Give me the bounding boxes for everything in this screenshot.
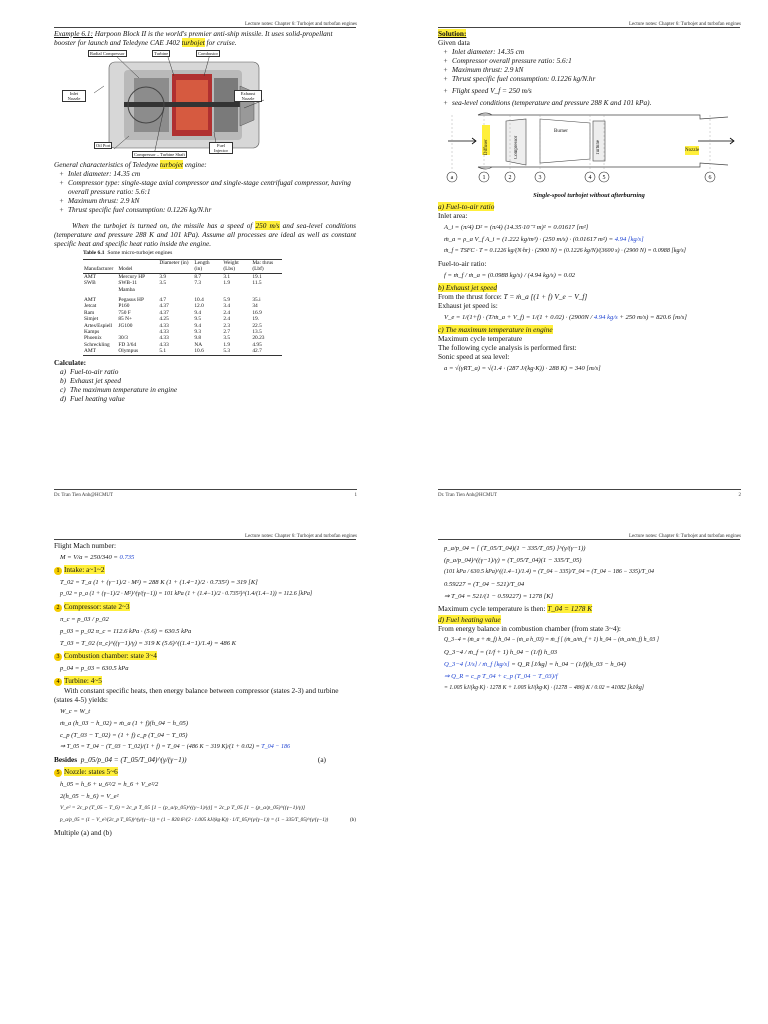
page-3-body: [54, 539, 356, 837]
eq-qr-value: = 1.005 kJ/(kg·K) · 1278 K + 1.005 kJ/(kg·K) · (1278 − 486) K / 0.02 = 41082 [kJ/kg]: [444, 685, 644, 691]
station-6: 6: [708, 175, 712, 181]
section-combustion: 3 Combustion chamber: state 3~4: [54, 651, 356, 661]
table-row: SWB SWB-11 Mamba 3.5 7.3 1.9 11.5: [84, 280, 262, 293]
label-diffuser: Diffuser: [482, 125, 490, 155]
table-row: Artes/Espiell JG100 4.33 9.4 2.3 22.5: [84, 322, 262, 329]
label-turbine: Turbine: [596, 139, 601, 155]
eq-exhaust-velocity: V_e = 1/(1+f) · (T/ṁ_a + V_f) = 1/(1 + 0.02) · (2900N / 4.94 kg/s + 250 m/s) = 820.6 [m/s]: [444, 314, 687, 321]
eq-t04-result: ⇒ T_04 = 521/(1 − 0.59227) = 1278 [K]: [444, 593, 554, 600]
eq-2h: 2(h_05 − h_6) = V_e²: [60, 793, 119, 800]
section-turbine: 4 Turbine: 4~5: [54, 676, 356, 686]
page-3: [0, 512, 384, 1024]
list-item: b) Exhaust jet speed: [60, 375, 122, 385]
eq-h05: h_05 = h_6 + u_6²/2 = h_6 + V_e²/2: [60, 781, 159, 788]
eq-pressure-substitution: (101 kPa / 630.5 kPa)^((1.4−1)/1.4) = (T_04 − 335)/T_04 = (T_04 − 186 − 335)/T_04: [444, 569, 654, 575]
col-diameter: Diameter (in): [159, 260, 189, 266]
label-inlet-nozzle: Inlet Nozzle: [62, 90, 86, 102]
list-item: + Thrust specific fuel consumption: 0.1226 kg/N.hr: [68, 205, 356, 214]
eq-mach: M = V/a = 250/340 = 0.735: [60, 554, 135, 561]
eq-t03: T_03 = T_02 (π_c)^((γ−1)/γ) = 319 K (5.6)^((1.4−1)/1.4) = 486 K: [60, 640, 237, 647]
col-model: Model: [118, 266, 133, 273]
eq-sonic-speed: a = √(γRT_a) = √(1.4 · (287 J/(kg·K)) · 288 K) = 340 [m/s]: [444, 365, 601, 372]
bottom-cut-text: Multiple (a) and (b): [54, 828, 112, 837]
page-number: 1: [354, 493, 357, 498]
eq-pressure-ratio: π_c = p_03 / p_02: [60, 616, 109, 623]
eq-p04: p_04 = p_03 = 630.5 kPa: [60, 665, 129, 672]
page-header: Lecture notes: Chapter 6: Turbojet and turbofan engines: [244, 22, 357, 27]
section-nozzle: 5 Nozzle: states 5~6: [54, 767, 356, 777]
eq-cp-balance: c_p (T_03 − T_02) = (1 + f) c_p (T_04 − T_05): [60, 732, 188, 739]
part-d-heading: d) Fuel heating value: [438, 615, 501, 624]
mach-label: Flight Mach number:: [54, 541, 117, 550]
label-radial-compressor: Radial Compressor: [90, 51, 125, 56]
label-exhaust-nozzle: Exhaust Nozzle: [234, 90, 262, 102]
list-item: + Flight speed V_f = 250 m/s: [452, 86, 740, 95]
max-temp-value: T_04 = 1278 K: [547, 604, 593, 613]
station-a: a: [450, 175, 454, 181]
label-shaft: Compressor – Turbine Shaft: [134, 152, 185, 157]
station-1: 1: [482, 175, 486, 181]
page-header: Lecture notes: Chapter 6: Turbojet and turbofan engines: [628, 22, 741, 27]
page-header: Lecture notes: Chapter 6: Turbojet and turbofan engines: [244, 534, 357, 539]
section-compressor: 2 Compressor: state 2~3: [54, 602, 356, 612]
eq-work-balance: W_c = W_t: [60, 708, 91, 715]
eq-fuel-mass-flow: ṁ_f = TSFC · T = 0.1226 kg/(N·hr) · (2900 N) = (0.1226 kg/N)/(3600 s) · (2900 N) = 0.0988 [kg/s]: [444, 248, 686, 254]
cycle-analysis-label: The following cycle analysis is performed first:: [438, 343, 577, 352]
general-characteristics-heading: General characteristics of Teledyne turbojet engine:: [54, 160, 207, 169]
eq-p03: p_03 = p_02 π_c = 112.6 kPa · (5.6) = 630.5 kPa: [60, 628, 192, 635]
turbojet-schematic: [438, 109, 740, 191]
page-footer: Dr. Tran Tien Anh@HCMUT 1: [54, 489, 357, 500]
station-4: 4: [588, 175, 592, 181]
page-header: Lecture notes: Chapter 6: Turbojet and turbofan engines: [628, 534, 741, 539]
part-b-heading: b) Exhaust jet speed: [438, 283, 497, 292]
diagram-caption: Single-spool turbojet without afterburning: [533, 192, 645, 199]
eq-fuel-air-ratio: f = ṁ_f / ṁ_a = (0.0988 kg/s) / (4.94 kg/s) = 0.02: [444, 272, 576, 279]
max-temp-line: Maximum cycle temperature is then: T_04 = 1278 K: [438, 604, 593, 613]
inlet-area-label: Inlet area:: [438, 211, 468, 220]
page-4-body: [438, 539, 740, 696]
scenario-paragraph: When the turbojet is turned on, the missile has a speed of 250 m/s and sea-level conditions (temperature and pressure 288 K and 101 kPa). Assume all processes are ideal as well as constant specific heat and specific heat ratio inside the engine.: [54, 221, 357, 248]
label-burner: Burner: [554, 129, 568, 134]
eq-enthalpy-balance: ṁ_a (h_03 − h_02) = ṁ_a (1 + f)(h_04 − h_05): [60, 720, 189, 727]
table-row: AMT Olympus 5.1 10.6 5.3 42.7: [83, 348, 282, 355]
col-length: Length (in): [194, 260, 210, 273]
part-c-heading: c) The maximum temperature in engine: [438, 325, 553, 334]
table-row: Schreckling FD 3/64 4.33 NA 1.9 4.95: [84, 341, 262, 348]
table-header-row: [83, 260, 282, 274]
example-title: Example 6.1:: [54, 29, 93, 38]
eq-air-mass-flow: ṁ_a = ρ_a V_f A_i = (1.222 kg/m³) · (250 m/s) · (0.01617 m²) = 4.94 [kg/s]: [444, 236, 644, 243]
list-item: + sea-level conditions (temperature and pressure 288 K and 101 kPa).: [452, 98, 740, 107]
calculate-heading: Calculate:: [54, 357, 87, 367]
tag-a: (a): [317, 755, 326, 764]
eq-ve-squared: V_e² = 2c_p (T_05 − T_6) = 2c_p T_05 [1 − (p_a/p_05)^((γ−1)/γ)] = 2c_p T_05 [1 − (p_a/p_05)^((γ−1)/γ)]: [60, 805, 306, 811]
page-1: [0, 0, 384, 512]
eq-t05: ⇒ T_05 = T_04 − (T_03 − T_02)/(1 + f) = T_04 − (486 K − 319 K)/(1 + 0.02) = T_04 − 186: [60, 744, 291, 750]
eq-q-per-fuel: Q_3−4 / ṁ_f = (1/f + 1) h_04 − (1/f) h_03: [444, 649, 558, 656]
list-item: a) Fuel-to-air ratio: [60, 366, 119, 376]
table-row: Kamps 4.33 9.3 2.7 13.5: [84, 329, 262, 336]
eq-qr: ⇒ Q_R = c_p T_04 + c_p (T_04 − T_03)/f: [444, 673, 558, 680]
label-oil-port: Oil Port: [96, 143, 111, 148]
table-row: AMT Pegasus HP 4.7 10.4 5.9 35.i: [84, 297, 261, 304]
table-row: Phoenix 30/3 4.33 9.8 3.5 20.23: [84, 335, 265, 342]
label-fuel-injector: Fuel Injector: [209, 142, 233, 154]
turbine-text: With constant specific heats, then energy balance between compressor (states 2-3) and turbine (states 4-5) yields:: [54, 686, 339, 704]
thrust-line: From the thrust force: T = ṁ_a [(1 + f) V_e − V_f]: [438, 292, 588, 301]
max-cycle-label: Maximum cycle temperature: [438, 334, 523, 343]
sonic-label: Sonic speed at sea level:: [438, 352, 510, 361]
label-turbine: Turbine: [154, 51, 169, 56]
page-number: 2: [738, 493, 741, 498]
eq-q-balance: Q_3−4 = (ṁ_a + ṁ_f) h_04 − (ṁ_a h_03) = ṁ_f [ (ṁ_a/ṁ_f + 1) h_04 − (ṁ_a/ṁ_f) h_03 ]: [444, 637, 659, 643]
list-item: + Compressor overall pressure ratio: 5.6:1: [452, 56, 740, 65]
list-item: c) The maximum temperature in engine: [60, 384, 178, 394]
table-caption: Table 6.1 Some micro-turbojet engines: [83, 250, 173, 256]
given-heading: Given data: [438, 38, 470, 47]
energy-balance-text: From energy balance in combustion chamber (from state 3~4):: [438, 624, 621, 633]
label-compressor: Compressor: [514, 135, 519, 159]
engines-table: [83, 259, 282, 356]
eq-ratio-value: 0.59227 = (T_04 − 521)/T_04: [444, 581, 525, 588]
station-5: 5: [602, 175, 606, 181]
characteristics-list: [54, 169, 356, 214]
page-footer: Dr. Tran Tien Anh@HCMUT 2: [438, 489, 741, 500]
page-1-body: [54, 27, 356, 403]
table-row: AMT Mercury HP 3.9 8.7 3.1 19.1: [84, 273, 262, 280]
part-a-heading: a) Fuel-to-air ratio: [438, 202, 495, 211]
list-item: + Inlet diameter: 14.35 cm: [452, 47, 740, 56]
table-row: Simjet 85 N+ 4.25 9.5 2.4 19.: [84, 316, 260, 323]
list-item: + Thrust specific fuel consumption: 0.1226 kg/N.hr: [452, 74, 740, 83]
eq-pa-p04-power: (p_a/p_04)^((γ−1)/γ) = (T_05/T_04)(1 − 335/T_05): [444, 557, 582, 564]
eq-inlet-area: A_i = (π/4) D² = (π/4) (14.35·10⁻² m)² = 0.01617 [m²]: [444, 224, 589, 231]
given-list: [438, 47, 740, 107]
eq-heating-value: Q_3−4 [J/s] / ṁ_f [kg/s] = Q_R [J/kg] = h_04 − (1/f)(h_03 − h_04): [444, 661, 626, 668]
turbojet-highlight: turbojet: [181, 38, 205, 47]
task-list: [54, 367, 356, 403]
list-item: + Maximum thrust: 2.9 kN: [68, 196, 356, 205]
solution-heading: Solution:: [438, 29, 467, 38]
eq-t02: T_02 = T_a (1 + (γ−1)/2 · M²) = 288 K (1 + (1.4−1)/2 · 0.735²) = 319 [K]: [60, 579, 258, 586]
station-3: 3: [538, 175, 542, 181]
section-intake: 1 Intake: a~1~2: [54, 565, 356, 575]
example-intro: Example 6.1: Harpoon Block II is the world's premier anti-ship missile. It uses solid-propellant booster for launch and Teledyne CAE J402 turbojet for cruise.: [54, 29, 333, 47]
page-4: [384, 512, 768, 1024]
label-combustor: Combustor: [198, 51, 219, 56]
list-item: + Maximum thrust: 2.9 kN: [452, 65, 740, 74]
col-manufacturer: Manufacturer: [84, 266, 114, 273]
list-item: + Inlet diameter: 14.35 cm: [68, 169, 356, 178]
eq-p02: p_02 = p_a (1 + (γ−1)/2 · M²)^(γ/(γ−1)) = 101 kPa (1 + (1.4−1)/2 · 0.735²)^(1.4/(1.4−1)) = 112.6 [kPa]: [60, 591, 313, 597]
list-item: d) Fuel heating value: [60, 393, 125, 403]
exhaust-label: Exhaust jet speed is:: [438, 301, 498, 310]
fuel-air-ratio-label: Fuel-to-air ratio:: [438, 259, 487, 268]
besides-line: Besides p_05/p_04 = (T_05/T_04)^(γ/(γ−1)) (a): [54, 755, 326, 764]
table-row: Ram 750 F 4.37 9.4 2.4 16.9: [84, 309, 262, 316]
tag-b: (b): [349, 817, 356, 823]
col-weight: Weight (Lbs): [223, 260, 239, 273]
table-row: Jetcat P160 4.37 12.0 3.4 34: [84, 303, 258, 310]
page-2: [384, 0, 768, 512]
station-2: 2: [508, 175, 512, 181]
col-thrust: Ma: thrus (Lbf): [252, 260, 274, 273]
eq-pa-p05: p_a/p_05 = (1 − V_e²/(2c_p T_05))^(γ/(γ−1)) = (1 − 820.6²/(2 · 1.005 kJ/(kg·K)) · 1/T_05)^(γ/(γ−1)) = (1 − 335/T_05)^(γ/(γ−1)) (b): [60, 817, 356, 823]
engine-cutaway-figure: [54, 48, 356, 160]
eq-pa-p04: p_a/p_04 = [ (T_05/T_04)(1 − 335/T_05) ]^(γ/(γ−1)): [444, 545, 586, 552]
list-item: + Compressor type: single-stage axial compressor and single-stage centrifugal compressor, having overall pressure ratio: 5.6:1: [68, 178, 356, 196]
label-nozzle: Nozzle: [685, 148, 700, 153]
page-2-body: [438, 27, 740, 376]
speed-highlight: 250 m/s: [255, 221, 280, 230]
